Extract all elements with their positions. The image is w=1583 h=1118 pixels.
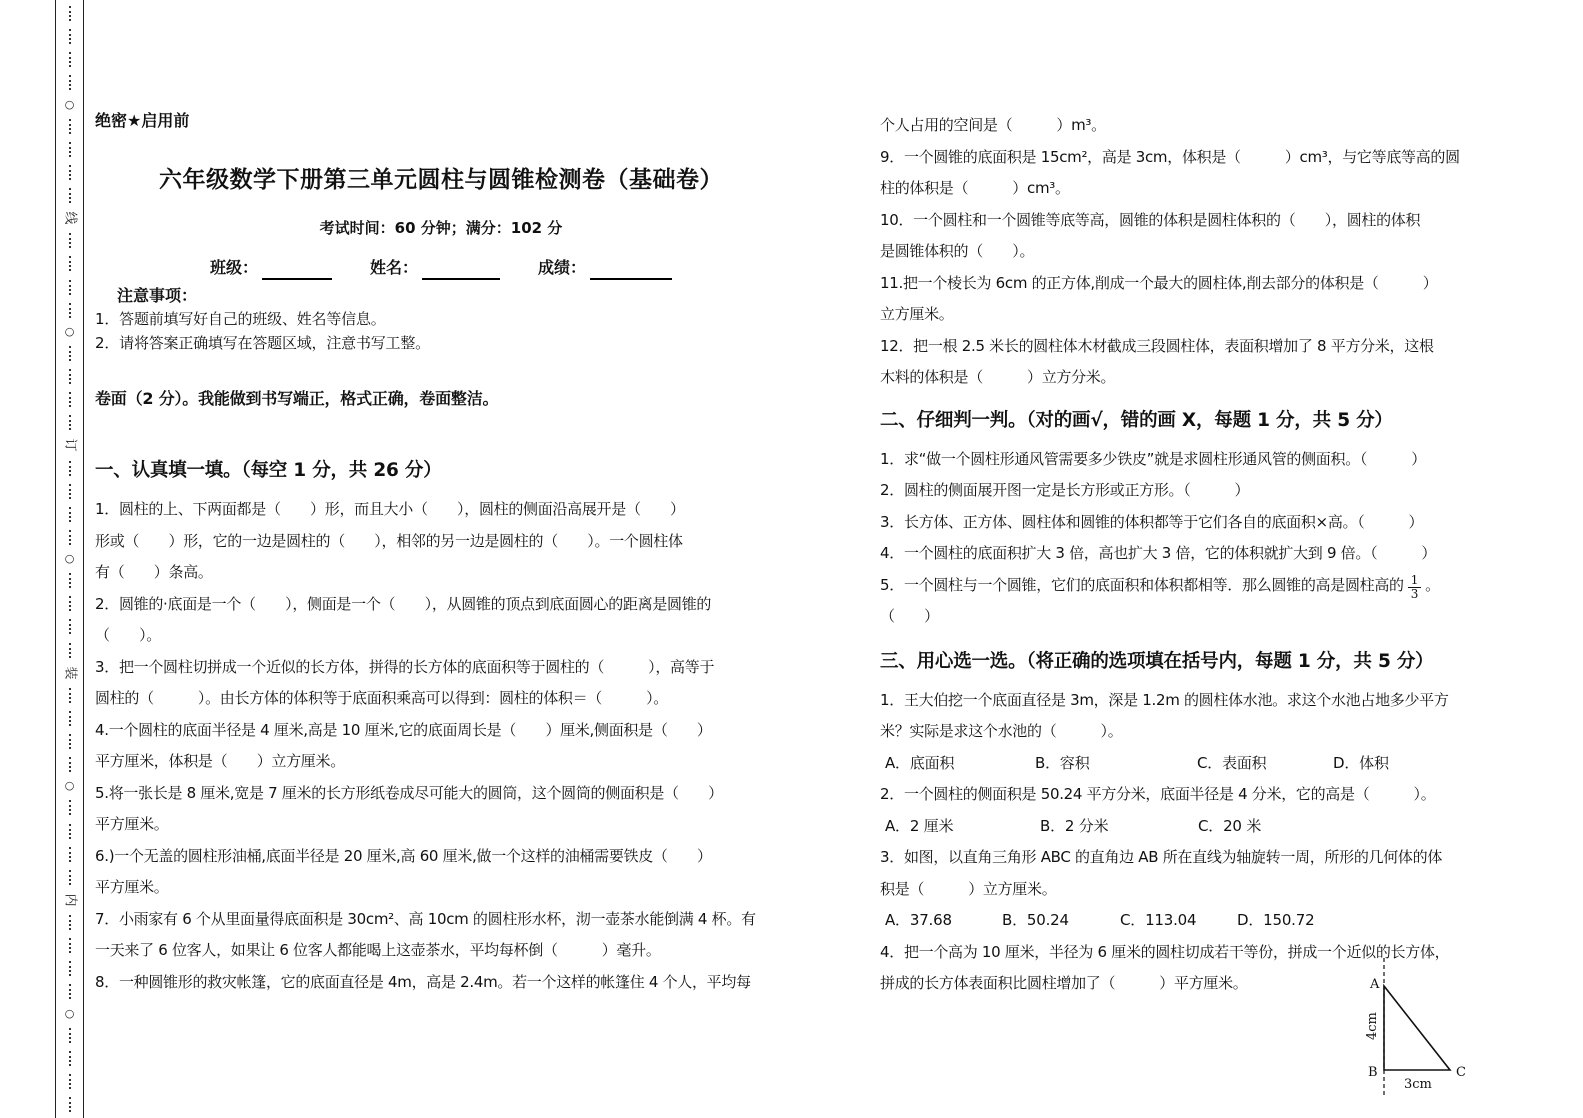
binding-circle: ○ [64,1006,75,1020]
binding-circle: ○ [64,779,75,793]
question-line: 4．一个圆柱的底面积扩大 3 倍，高也扩大 3 倍，它的体积就扩大到 9 倍。（ ） [880,544,1437,562]
binding-circle: ○ [64,324,75,338]
question-line: 9．一个圆锥的底面积是 15cm²，高是 3cm，体积是（ ）cm³，与它等底等高的圆 [880,147,1460,166]
binding-dash [69,847,71,862]
choice-option: B．50.24 [1002,911,1069,929]
question-line: 2．一个圆柱的侧面积是 50.24 平方分米，底面半径是 4 分米，它的高是（ ）。 [880,785,1436,803]
binding-dash [69,52,71,67]
frac-line-prefix: 5．一个圆柱与一个圆锥，它们的底面积和体积都相等．那么圆锥的高是圆柱高的 [880,575,1404,594]
question-line: 2．圆柱的侧面展开图一定是长方形或正方形。（ ） [880,481,1250,499]
binding-dash [69,757,71,772]
question-line: （ ） [880,607,939,625]
binding-dash [69,461,71,476]
binding-circle: ○ [64,97,75,111]
binding-dash [69,1097,71,1112]
vertex-label-c: C [1456,1065,1466,1080]
binding-dash [69,6,71,21]
binding-char: 线 [62,211,78,225]
choice-option: C．表面积 [1197,753,1267,772]
binding-dash [69,29,71,44]
binding-dash [69,75,71,90]
class-label: 班级： [209,258,258,277]
question-line: 1．王大伯挖一个底面直径是 3m，深是 1.2m 的圆柱体水池。求这个水池占地多少平方 [880,690,1449,709]
binding-dash [69,1028,71,1043]
question-line: 平方厘米。 [95,878,169,896]
question-line: 形或（ ）形，它的一边是圆柱的（ ），相邻的另一边是圆柱的（ ）。一个圆柱体 [95,531,683,550]
question-line [880,570,1492,602]
choice-option: D．体积 [1333,753,1389,772]
side-ab-label: 4cm [1365,1012,1380,1040]
question-line: 米？实际是求这个水池的（ ）。 [880,722,1123,740]
binding-dash [69,415,71,430]
question-line: 1．圆柱的上、下两面都是（ ）形，而且大小（ ），圆柱的侧面沿高展开是（ ） [95,500,685,518]
triangle-diagram [1342,950,1492,1105]
left-question-lines [95,454,787,998]
binding-dash [69,711,71,726]
notice-line: 1．答题前填写好自己的班级、姓名等信息。 [95,310,386,328]
question-line: 柱的体积是（ ）cm³。 [880,179,1070,197]
choices-row [880,811,1492,843]
choice-option: A．底面积 [885,753,955,772]
binding-dash [69,824,71,839]
binding-dash [69,643,71,658]
notice-title: 注意事项： [117,286,198,305]
binding-dash [69,573,71,588]
binding-dash [69,938,71,953]
frac-line-suffix: 。 [1425,575,1440,594]
question-line: 3．把一个圆柱切拼成一个近似的长方体，拼得的长方体的底面积等于圆柱的（ ），高等于 [95,657,715,676]
binding-circle: ○ [64,552,75,565]
question-line: 7．小雨家有 6 个从里面量得底面积是 30cm²、高 10cm 的圆柱形水杯，沏一壶茶水能倒满 4 杯。有 [95,909,756,928]
binding-dash [69,233,71,248]
binding-dash [69,688,71,703]
student-fields [95,256,787,280]
binding-dash [69,596,71,611]
question-line: 3．长方体、正方体、圆柱体和圆锥的体积都等于它们各自的底面积×高。（ ） [880,512,1424,531]
vertex-label-a: A [1370,977,1380,992]
question-line: 平方厘米。 [95,815,169,833]
binding-char: 装 [62,666,78,680]
vertex-label-b: B [1368,1065,1378,1080]
binding-dash [69,142,71,157]
choice-option: D．150.72 [1237,911,1315,929]
question-line: 一天来了 6 位客人，如果让 6 位客人都能喝上这壶茶水，平均每杯倒（ ）毫升。 [95,941,661,959]
binding-dash [69,507,71,522]
paper-note: 卷面（2 分）。我能做到书写端正，格式正确，卷面整洁。 [95,389,499,408]
section-header: 二、仔细判一判。（对的画√，错的画 X，每题 1 分，共 5 分） [880,409,1393,431]
choice-option: B．2 分米 [1040,816,1109,835]
question-line: 是圆锥体积的（ ）。 [880,242,1035,260]
class-field [210,256,332,280]
question-line: 6.)一个无盖的圆柱形油桶,底面半径是 20 厘米,高 60 厘米,做一个这样的油桶需要铁皮（ ） [95,846,712,865]
binding-dash [69,484,71,499]
binding-dash [69,256,71,271]
page-title: 六年级数学下册第三单元圆柱与圆锥检测卷（基础卷） [159,167,723,193]
binding-dash [69,165,71,180]
binding-char: 订 [62,438,78,452]
binding-dash [69,961,71,976]
choice-option: A．37.68 [885,911,952,929]
binding-dash [69,119,71,134]
section-header: 三、用心选一选。（将正确的选项填在括号内，每题 1 分，共 5 分） [880,650,1434,672]
fraction [1408,574,1421,600]
right-triangle [1384,986,1450,1070]
choice-option: C．113.04 [1120,911,1197,929]
binding-dash [69,984,71,999]
fraction-numerator: 1 [1408,574,1421,588]
name-blank [422,260,500,280]
left-column [95,0,787,998]
binding-dash [69,369,71,384]
binding-dash [69,619,71,634]
binding-dash [69,1051,71,1066]
score-field [538,256,672,280]
binding-dash [69,734,71,749]
question-line: 木料的体积是（ ）立方分米。 [880,368,1116,386]
choice-option: B．容积 [1035,753,1090,772]
question-line: 4.一个圆柱的底面半径是 4 厘米,高是 10 厘米,它的底面周长是（ ）厘米,侧面积是（ ） [95,720,712,739]
question-line: 拼成的长方体表面积比圆柱增加了（ ）平方厘米。 [880,974,1248,992]
question-line: 4．把一个高为 10 厘米，半径为 6 厘米的圆柱切成若干等份，拼成一个近似的长方体， [880,942,1450,961]
name-label: 姓名： [369,258,418,277]
question-line: （ ）。 [95,626,162,644]
question-line: 8．一种圆锥形的救灾帐篷，它的底面直径是 4m，高是 2.4m。若一个这样的帐篷住 4 个人，平均每 [95,972,751,991]
choices-row [880,748,1492,780]
question-line: 1．求“做一个圆柱形通风管需要多少铁皮”就是求圆柱形通风管的侧面积。（ ） [880,449,1426,468]
fraction-denominator: 3 [1410,586,1419,601]
choice-option: C．20 米 [1198,816,1262,835]
choice-option: A．2 厘米 [885,816,954,835]
binding-dash [69,870,71,885]
question-line: 2．圆锥的·底面是一个（ ），侧面是一个（ ），从圆锥的顶点到底面圆心的距离是圆锥的 [95,594,712,613]
binding-dash [69,392,71,407]
side-bc-label: 3cm [1404,1077,1432,1092]
score-blank [590,260,672,280]
question-line: 12．把一根 2.5 米长的圆柱体木材截成三段圆柱体，表面积增加了 8 平方分米，这根 [880,336,1434,355]
question-line: 积是（ ）立方厘米。 [880,879,1057,898]
question-line: 平方厘米，体积是（ ）立方厘米。 [95,752,345,770]
question-line: 10．一个圆柱和一个圆锥等底等高，圆锥的体积是圆柱体积的（ ），圆柱的体积 [880,210,1421,229]
binding-dash [69,280,71,295]
binding-dash [69,346,71,361]
section-header: 一、认真填一填。（每空 1 分，共 26 分） [95,460,442,481]
question-line: 有（ ）条高。 [95,563,213,581]
binding-dash [69,1074,71,1089]
binding-dash [69,188,71,203]
question-line: 3．如图，以直角三角形 ABC 的直角边 AB 所在直线为轴旋转一周，所形的几何体的体 [880,848,1443,866]
notice-line: 2．请将答案正确填写在答题区域，注意书写工整。 [95,334,430,352]
question-line: 个人占用的空间是（ ）m³。 [880,116,1106,134]
class-blank [262,260,332,280]
question-line: 圆柱的（ ）。由长方体的体积等于底面积乘高可以得到：圆柱的体积＝（ ）。 [95,689,669,707]
binding-dash [69,303,71,318]
binding-dash [69,915,71,930]
right-column [880,0,1492,1000]
choices-row [880,905,1492,937]
binding-char: 内 [62,893,78,907]
binding-dash [69,800,71,815]
question-line: 立方厘米。 [880,305,954,323]
name-field [370,256,500,280]
question-line: 11.把一个棱长为 6cm 的正方体,削成一个最大的圆柱体,削去部分的体积是（ ） [880,273,1438,292]
score-label: 成绩： [538,258,587,277]
exam-info: 考试时间：60 分钟；满分：102 分 [319,219,563,237]
secret-label: 绝密★启用前 [95,111,190,130]
question-line: 5.将一张长是 8 厘米,宽是 7 厘米的长方形纸卷成尽可能大的圆筒，这个圆筒的侧面积是（ ） [95,783,723,802]
binding-dash [69,530,71,545]
binding-margin [55,0,84,1118]
